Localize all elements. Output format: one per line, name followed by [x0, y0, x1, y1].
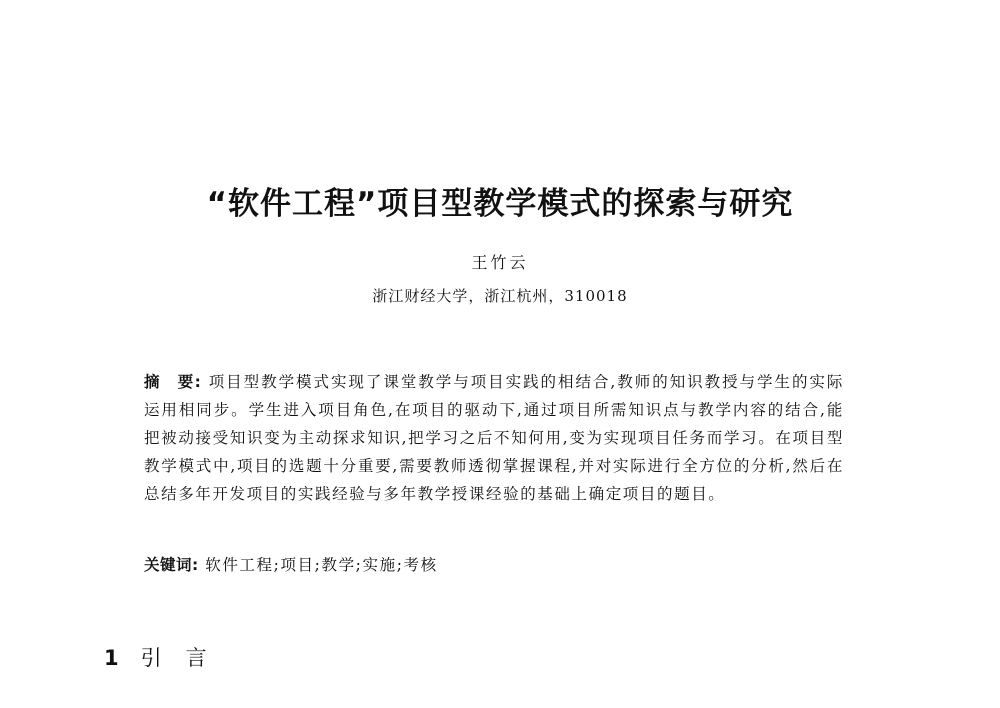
keywords-text: 软件工程;项目;教学;实施;考核 — [205, 556, 438, 574]
abstract — [144, 368, 844, 508]
author-affiliation: 浙江财经大学，浙江杭州，310018 — [372, 287, 628, 305]
section-title: 引言 — [140, 646, 231, 670]
abstract-label: 摘 要: — [144, 373, 202, 391]
abstract-text: 项目型教学模式实现了课堂教学与项目实践的相结合,教师的知识教授与学生的实际运用相同步。学生进入项目角色,在项目的驱动下,通过项目所需知识点与教学内容的结合,能把被动接受知识变为主动探求知识,把学习之后不知何用,变为实现项目任务而学习。在项目型教学模式中,项目的选题十分重要,需要教师透彻掌握课程,并对实际进行全方位的分析,然后在总结多年开发项目的实践经验与多年教学授课经验的基础上确定项目的题目。 — [144, 373, 844, 503]
keywords-label: 关键词: — [144, 556, 199, 574]
paper-title: “软件工程”项目型教学模式的探索与研究 — [206, 186, 794, 222]
keywords — [144, 551, 844, 579]
author-name: 王竹云 — [471, 253, 529, 272]
section-heading — [104, 642, 231, 672]
section-number: 1 — [104, 646, 119, 670]
